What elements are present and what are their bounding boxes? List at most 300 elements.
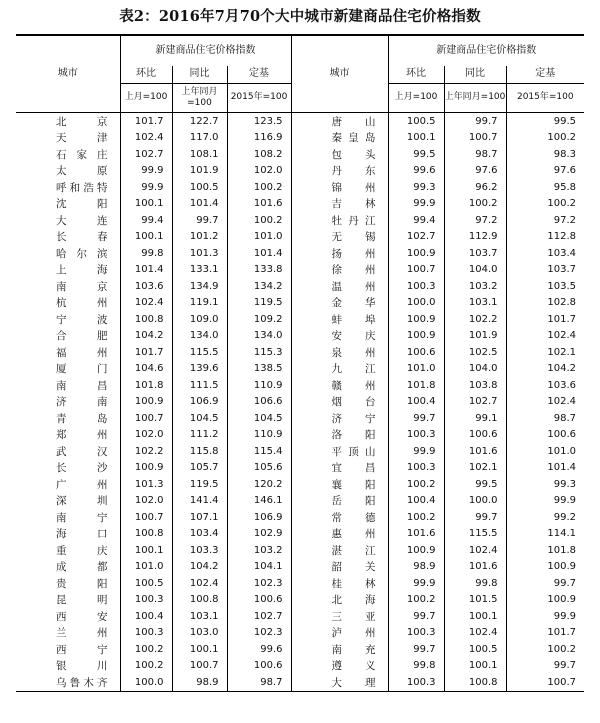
yoy-cell: 98.9 [172,675,227,692]
fixed-base-cell: 116.9 [227,130,291,147]
mom-cell: 102.7 [388,229,444,246]
mom-cell: 99.5 [388,147,444,164]
city-cell: 北海 [291,592,388,609]
mom-cell: 100.9 [388,246,444,263]
mom-cell: 99.4 [388,213,444,230]
fixed-base-cell: 108.2 [227,147,291,164]
fixed-base-cell: 98.7 [506,411,584,428]
mom-cell: 100.8 [120,526,172,543]
yoy-cell: 134.0 [172,328,227,345]
table-row [16,543,584,560]
fixed-base-cell: 99.9 [506,609,584,626]
city-cell: 惠州 [291,526,388,543]
yoy-cell: 100.8 [444,675,506,692]
city-cell: 湛江 [291,543,388,560]
mom-cell: 100.1 [388,130,444,147]
yoy-cell: 119.1 [172,295,227,312]
yoy-cell: 134.9 [172,279,227,296]
yoy-cell: 104.5 [172,411,227,428]
city-cell: 上海 [56,264,108,276]
mom-cell: 102.0 [120,427,172,444]
fixed-base-cell: 103.6 [506,378,584,395]
city-cell: 太原 [56,165,108,177]
fixed-base-cell: 103.5 [506,279,584,296]
city-cell: 三亚 [291,609,388,626]
city-cell: 兰州 [56,627,108,639]
city-cell: 秦皇岛 [291,130,388,147]
mom-cell: 104.2 [120,328,172,345]
fixed-base-cell: 138.5 [227,361,291,378]
fixed-base-cell: 99.6 [227,642,291,659]
fixed-base-cell: 146.1 [227,493,291,510]
fixed-base-cell: 101.7 [506,625,584,642]
table-row [16,411,584,428]
city-cell: 吉林 [291,196,388,213]
fixed-base-cell: 99.3 [506,477,584,494]
city-cell: 安庆 [291,328,388,345]
mom-cell: 100.9 [388,312,444,329]
fixed-base-cell: 95.8 [506,180,584,197]
fixed-base-cell: 102.0 [227,163,291,180]
mom-cell: 100.1 [120,543,172,560]
city-cell: 济宁 [291,411,388,428]
mom-cell: 100.7 [120,510,172,527]
table-row [16,130,584,147]
city-cell: 沈阳 [56,198,108,210]
yoy-cell: 100.7 [172,658,227,675]
yoy-cell: 115.5 [444,526,506,543]
table-row [16,394,584,411]
fixed-base-cell: 100.2 [506,196,584,213]
mom-cell: 100.9 [388,328,444,345]
fixed-base-cell: 99.7 [506,658,584,675]
fixed-base-cell: 104.5 [227,411,291,428]
city-cell: 遵义 [291,658,388,675]
table-row [16,361,584,378]
city-cell: 桂林 [291,576,388,593]
mom-cell: 104.6 [120,361,172,378]
city-cell: 金华 [291,295,388,312]
fixed-base-cell: 101.0 [506,444,584,461]
yoy-cell: 104.0 [444,262,506,279]
city-cell: 宁波 [56,313,108,326]
yoy-cell: 133.1 [172,262,227,279]
yoy-cell: 101.5 [444,592,506,609]
yoy-cell: 102.2 [444,312,506,329]
city-cell: 温州 [291,279,388,296]
fixed-base-cell: 101.8 [506,543,584,560]
city-cell: 大理 [291,675,388,692]
fixed-base-cell: 119.5 [227,295,291,312]
table-row [16,196,584,213]
table-row [16,262,584,279]
mom-cell: 98.9 [388,559,444,576]
yoy-cell: 102.1 [444,460,506,477]
city-cell: 丹东 [291,163,388,180]
mom-cell: 100.1 [120,196,172,213]
mom-cell: 100.9 [120,460,172,477]
city-cell: 平顶山 [291,444,388,461]
fixed-base-cell: 103.7 [506,262,584,279]
mom-cell: 100.3 [120,625,172,642]
mom-cell: 101.4 [120,262,172,279]
yoy-cell: 100.2 [444,196,506,213]
city-cell: 扬州 [291,246,388,263]
city-cell: 蚌埠 [291,312,388,329]
city-cell: 徐州 [291,262,388,279]
mom-cell: 99.7 [388,411,444,428]
mom-cell: 100.3 [388,675,444,692]
mom-cell: 100.3 [388,460,444,477]
fixed-base-cell: 102.4 [506,394,584,411]
mom-cell: 99.8 [388,658,444,675]
table-row [16,477,584,494]
table-row [16,328,584,345]
mom-cell: 99.9 [388,444,444,461]
yoy-cell: 103.4 [172,526,227,543]
yoy-cell: 97.2 [444,213,506,230]
city-cell: 重庆 [56,544,108,557]
fixed-base-cell: 101.4 [227,246,291,263]
mom-cell: 100.2 [120,642,172,659]
fixed-base-cell: 110.9 [227,378,291,395]
city-cell: 合肥 [56,330,108,342]
table-row [16,460,584,477]
fixed-base-cell: 104.2 [506,361,584,378]
yoy-cell: 103.3 [172,543,227,560]
mom-cell: 100.0 [388,295,444,312]
yoy-cell: 108.1 [172,147,227,164]
yoy-cell: 100.1 [444,658,506,675]
yoy-cell: 109.0 [172,312,227,329]
fixed-base-cell: 133.8 [227,262,291,279]
yoy-cell: 103.0 [172,625,227,642]
mom-cell: 100.2 [120,658,172,675]
city-cell: 常德 [291,510,388,527]
city-cell: 岳阳 [291,493,388,510]
yoy-cell: 117.0 [172,130,227,147]
table-row [16,592,584,609]
fixed-base-cell: 123.5 [227,112,291,130]
yoy-cell: 98.7 [444,147,506,164]
yoy-column-header: 同比 [444,66,506,83]
table-row [16,345,584,362]
yoy-cell: 112.9 [444,229,506,246]
fixed-base-cell: 98.3 [506,147,584,164]
fixed-base-cell: 110.9 [227,427,291,444]
yoy-cell: 104.0 [444,361,506,378]
city-cell: 九江 [291,361,388,378]
fixed-base-cell: 105.6 [227,460,291,477]
city-cell: 泉州 [291,345,388,362]
city-cell: 韶关 [291,559,388,576]
fixed-base-cell: 103.4 [506,246,584,263]
fixed-base-cell: 102.4 [506,328,584,345]
city-cell: 南昌 [56,379,108,392]
fixed-base-column-header: 定基 [227,66,291,83]
yoy-cell: 99.7 [444,112,506,130]
yoy-cell: 103.7 [444,246,506,263]
mom-cell: 102.2 [120,444,172,461]
yoy-cell: 103.1 [444,295,506,312]
city-cell: 福州 [56,346,108,359]
mom-cell: 100.3 [388,427,444,444]
fixed-base-cell: 114.1 [506,526,584,543]
mom-cell: 100.7 [388,262,444,279]
yoy-cell: 99.1 [444,411,506,428]
mom-cell: 99.9 [120,163,172,180]
yoy-cell: 119.5 [172,477,227,494]
yoy-cell: 99.8 [444,576,506,593]
city-cell: 唐山 [291,112,388,130]
mom-cell: 99.7 [388,609,444,626]
yoy-cell: 100.8 [172,592,227,609]
yoy-cell: 99.7 [172,213,227,230]
city-cell: 赣州 [291,378,388,395]
fixed-base-cell: 97.2 [506,213,584,230]
city-cell: 郑州 [56,429,108,441]
city-cell: 海口 [56,528,108,540]
mom-cell: 99.9 [388,196,444,213]
table-row [16,658,584,675]
city-cell: 长沙 [56,462,108,474]
yoy-cell: 107.1 [172,510,227,527]
mom-cell: 99.9 [120,180,172,197]
city-column-header: 城市 [16,35,120,112]
yoy-cell: 141.4 [172,493,227,510]
yoy-cell: 100.1 [444,609,506,626]
fixed-base-cell: 102.8 [506,295,584,312]
city-cell: 天津 [56,132,108,144]
yoy-cell: 102.4 [172,576,227,593]
mom-cell: 100.3 [388,625,444,642]
price-index-table [16,34,584,692]
table-row [16,213,584,230]
table-row [16,675,584,692]
table-row [16,312,584,329]
yoy-cell: 100.0 [444,493,506,510]
mom-cell: 100.1 [120,229,172,246]
mom-cell: 100.5 [388,112,444,130]
table-row [16,163,584,180]
mom-cell: 99.7 [388,642,444,659]
yoy-base-label: 上年同月=100 [444,83,506,112]
mom-column-header: 环比 [388,66,444,83]
fixed-base-cell: 97.6 [506,163,584,180]
mom-cell: 100.2 [388,510,444,527]
table-row [16,180,584,197]
mom-cell: 101.3 [120,477,172,494]
yoy-cell: 99.7 [444,510,506,527]
fixed-base-cell: 115.3 [227,345,291,362]
city-cell: 西安 [56,610,108,623]
index-group-header: 新建商品住宅价格指数 [388,35,584,66]
table-row [16,559,584,576]
yoy-cell: 101.6 [444,444,506,461]
mom-cell: 100.2 [388,477,444,494]
table-row [16,444,584,461]
mom-column-header: 环比 [120,66,172,83]
yoy-cell: 115.8 [172,444,227,461]
city-cell: 济南 [56,396,108,408]
table-row [16,576,584,593]
mom-cell: 102.4 [120,130,172,147]
fixed-base-cell: 100.2 [506,642,584,659]
fixed-base-cell: 100.9 [506,592,584,609]
yoy-base-label: 上年同月=100 [172,83,227,112]
city-cell: 成都 [56,561,108,573]
fixed-base-cell: 112.8 [506,229,584,246]
yoy-cell: 101.6 [444,559,506,576]
fixed-base-cell: 120.2 [227,477,291,494]
fixed-base-cell: 100.2 [506,130,584,147]
yoy-cell: 99.5 [444,477,506,494]
fixed-base-cell: 99.2 [506,510,584,527]
yoy-cell: 100.5 [172,180,227,197]
fixed-base-cell: 100.2 [227,213,291,230]
table-row [16,526,584,543]
fixed-base-cell: 100.6 [227,658,291,675]
yoy-cell: 97.6 [444,163,506,180]
yoy-cell: 101.9 [172,163,227,180]
fixed-base-cell: 102.3 [227,625,291,642]
yoy-cell: 103.8 [444,378,506,395]
mom-cell: 101.7 [120,345,172,362]
mom-cell: 99.3 [388,180,444,197]
city-cell: 贵阳 [56,577,108,590]
fixed-base-cell: 100.2 [227,180,291,197]
index-group-header: 新建商品住宅价格指数 [120,35,291,66]
city-cell: 南充 [291,642,388,659]
yoy-cell: 106.9 [172,394,227,411]
mom-cell: 102.7 [120,147,172,164]
city-cell: 锦州 [291,180,388,197]
mom-cell: 100.9 [120,394,172,411]
yoy-cell: 101.9 [444,328,506,345]
fixed-base-cell: 98.7 [227,675,291,692]
yoy-cell: 102.4 [444,625,506,642]
city-cell: 南京 [56,280,108,293]
mom-cell: 99.4 [120,213,172,230]
mom-cell: 100.4 [120,609,172,626]
yoy-cell: 100.5 [444,642,506,659]
yoy-cell: 100.7 [444,130,506,147]
city-cell: 深圳 [56,495,108,507]
fixed-base-label: 2015年=100 [506,83,584,112]
fixed-base-cell: 99.7 [506,576,584,593]
city-cell: 无锡 [291,229,388,246]
fixed-base-cell: 102.7 [227,609,291,626]
city-cell: 武汉 [56,445,108,458]
mom-cell: 102.4 [120,295,172,312]
mom-cell: 100.6 [388,345,444,362]
yoy-cell: 100.6 [444,427,506,444]
fixed-base-cell: 100.9 [506,559,584,576]
yoy-cell: 101.2 [172,229,227,246]
mom-cell: 101.8 [120,378,172,395]
city-cell: 牡丹江 [291,213,388,230]
table-row [16,279,584,296]
fixed-base-cell: 101.6 [227,196,291,213]
yoy-cell: 122.7 [172,112,227,130]
yoy-cell: 100.1 [172,642,227,659]
table-row [16,427,584,444]
fixed-base-cell: 134.2 [227,279,291,296]
city-cell: 包头 [291,147,388,164]
city-cell: 青岛 [56,412,108,425]
mom-base-label: 上月=100 [388,83,444,112]
fixed-base-cell: 100.7 [506,675,584,692]
fixed-base-cell: 106.6 [227,394,291,411]
fixed-base-cell: 101.7 [506,312,584,329]
city-cell: 北京 [56,115,108,128]
table-row [16,510,584,527]
city-cell: 石家庄 [56,148,108,161]
yoy-cell: 115.5 [172,345,227,362]
fixed-base-cell: 103.2 [227,543,291,560]
table-row [16,246,584,263]
table-row [16,229,584,246]
mom-cell: 100.3 [388,279,444,296]
table-row [16,642,584,659]
mom-cell: 102.0 [120,493,172,510]
mom-cell: 100.2 [388,592,444,609]
fixed-base-cell: 115.4 [227,444,291,461]
fixed-base-cell: 101.4 [506,460,584,477]
fixed-base-cell: 104.1 [227,559,291,576]
mom-cell: 101.7 [120,112,172,130]
mom-cell: 100.0 [120,675,172,692]
city-cell: 南宁 [56,511,108,524]
fixed-base-cell: 102.3 [227,576,291,593]
mom-cell: 100.8 [120,312,172,329]
city-cell: 呼和浩特 [56,181,108,194]
table-title: 表2：2016年7月70个大中城市新建商品住宅价格指数 [119,8,481,25]
city-cell: 大连 [56,214,108,227]
fixed-base-cell: 102.9 [227,526,291,543]
table-body [16,112,584,692]
table-row [16,609,584,626]
fixed-base-cell: 99.5 [506,112,584,130]
fixed-base-cell: 109.2 [227,312,291,329]
yoy-cell: 102.4 [444,543,506,560]
city-cell: 乌鲁木齐 [16,675,120,692]
city-cell: 襄阳 [291,477,388,494]
mom-base-label: 上月=100 [120,83,172,112]
yoy-cell: 102.5 [444,345,506,362]
city-cell: 西宁 [56,643,108,656]
mom-cell: 99.9 [388,576,444,593]
fixed-base-cell: 100.6 [506,427,584,444]
yoy-cell: 96.2 [444,180,506,197]
fixed-base-label: 2015年=100 [227,83,291,112]
yoy-cell: 103.1 [172,609,227,626]
mom-cell: 100.5 [120,576,172,593]
city-cell: 洛阳 [291,427,388,444]
mom-cell: 99.8 [120,246,172,263]
yoy-column-header: 同比 [172,66,227,83]
city-cell: 泸州 [291,625,388,642]
yoy-cell: 102.7 [444,394,506,411]
city-cell: 烟台 [291,394,388,411]
mom-cell: 100.9 [388,543,444,560]
yoy-cell: 139.6 [172,361,227,378]
city-cell: 广州 [56,478,108,491]
mom-cell: 100.3 [120,592,172,609]
fixed-base-cell: 134.0 [227,328,291,345]
table-row [16,378,584,395]
table-row [16,625,584,642]
